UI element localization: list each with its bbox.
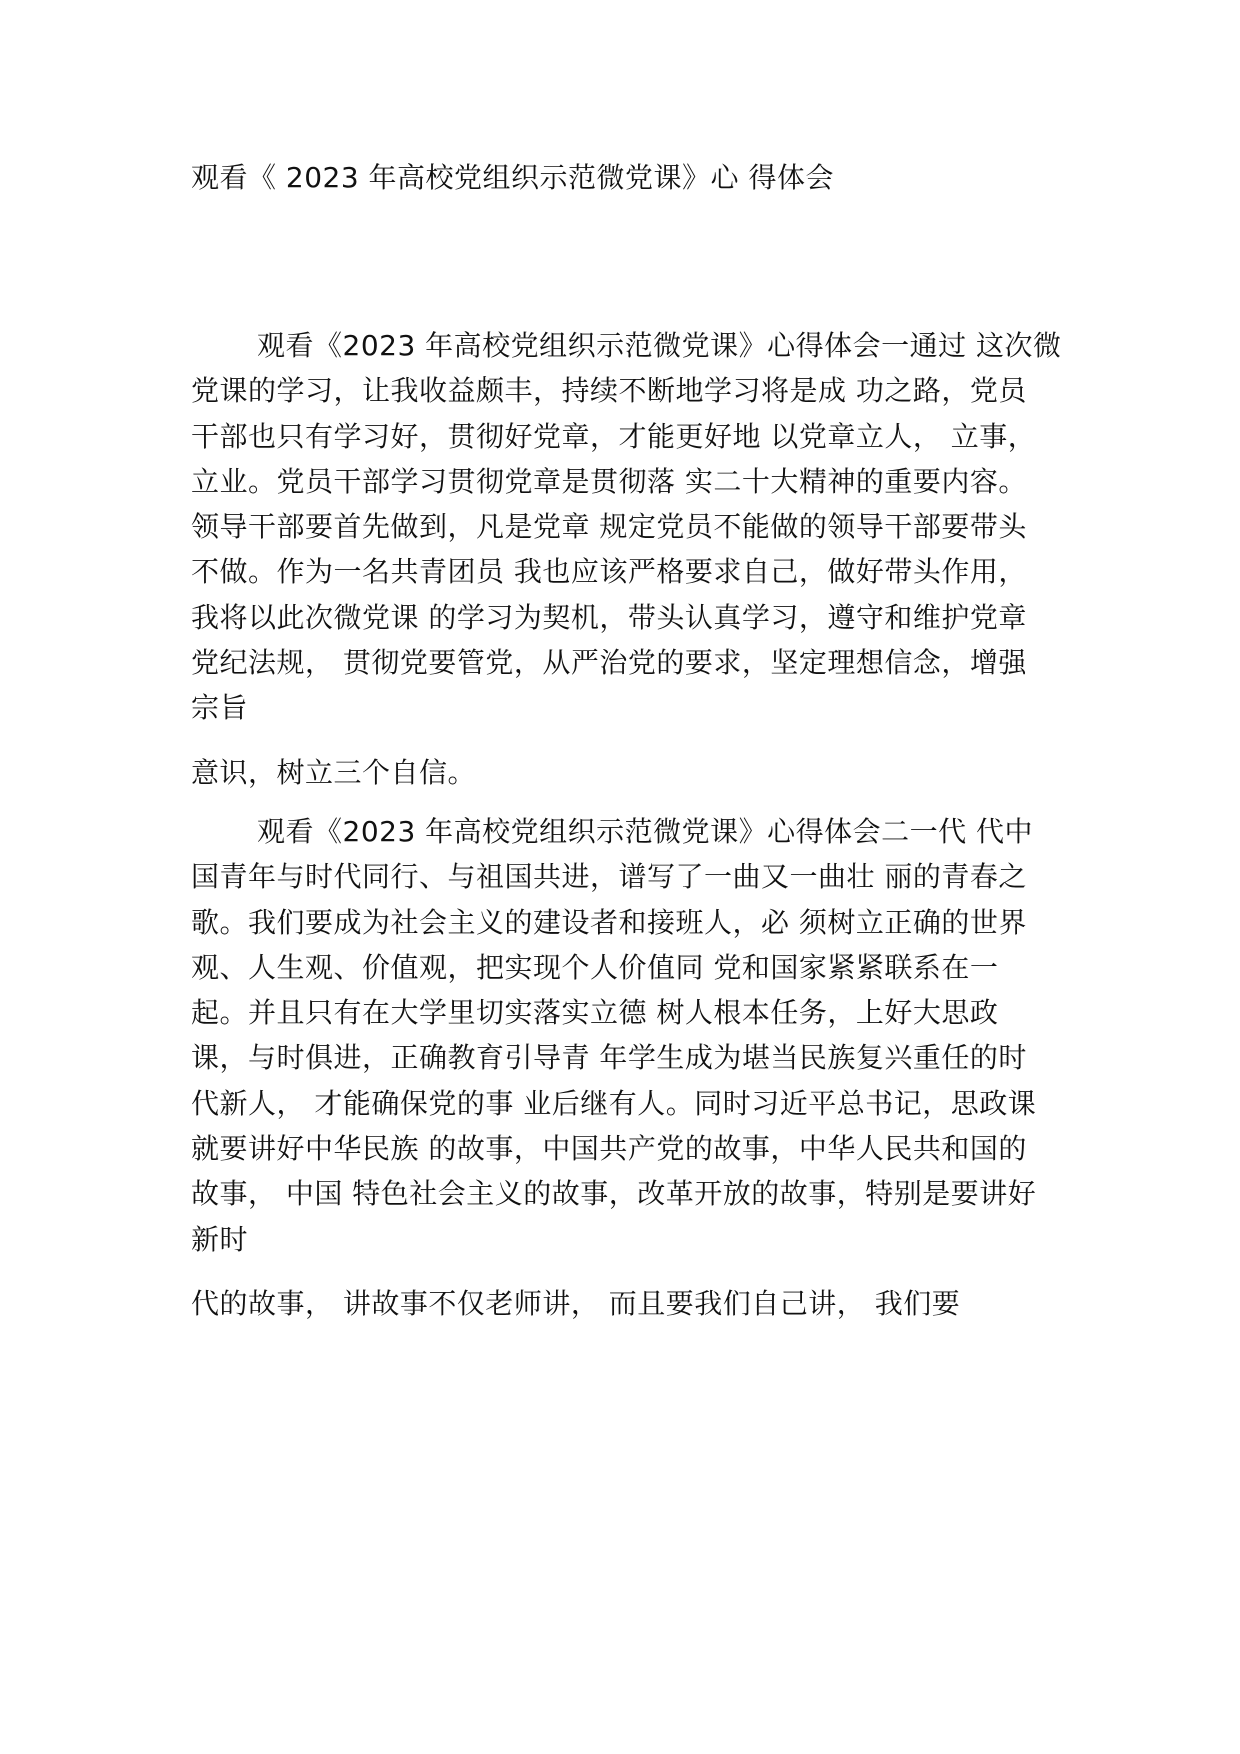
text-line: 就要讲好中华民族 的故事，中国共产党的故事，中华人民共和国的 [191, 1132, 1027, 1166]
text-line: 立业。党员干部学习贯彻党章是贯彻落 实二十大精神的重要内容。 [191, 464, 1027, 498]
paragraph-4 [191, 1281, 1071, 1326]
text-line: 歌。我们要成为社会主义的建设者和接班人，必 须树立正确的世界 [191, 905, 1027, 939]
paragraph-2 [191, 750, 1071, 795]
text-line: 干部也只有学习好，贯彻好党章，才能更好地 以党章立人， 立事， [191, 419, 1037, 453]
text-line: 观看《2023 年高校党组织示范微党课》心得体会一通过 这次微 [257, 329, 1062, 362]
text-line: 国青年与时代同行、与祖国共进，谱写了一曲又一曲壮 丽的青春之 [191, 860, 1027, 894]
text-line: 不做。作为一名共青团员 我也应该严格要求自己，做好带头作用， [191, 555, 1027, 589]
paragraph-3 [191, 809, 1071, 1262]
text-line: 观、人生观、价值观，把实现个人价值同 党和国家紧紧联系在一 [191, 950, 999, 984]
document-title: 观看《 2023 年高校党组织示范微党课》心 得体会 [191, 161, 834, 194]
text-line: 代的故事， 讲故事不仅老师讲， 而且要我们自己讲， 我们要 [191, 1287, 961, 1320]
text-line: 党纪法规， 贯彻党要管党，从严治党的要求，坚定理想信念，增强 [191, 646, 1027, 680]
text-line: 观看《2023 年高校党组织示范微党课》心得体会二一代 代中 [257, 815, 1034, 848]
paragraph-1 [191, 323, 1071, 731]
text-line: 意识，树立三个自信。 [191, 756, 477, 789]
text-line: 代新人， 才能确保党的事 业后继有人。同时习近平总书记，思政课 [191, 1086, 1037, 1120]
text-line: 新时 [191, 1222, 249, 1256]
text-line: 我将以此次微党课 的学习为契机，带头认真学习，遵守和维护党章 [191, 600, 1027, 634]
text-line: 党课的学习，让我收益颇丰，持续不断地学习将是成 功之路，党员 [191, 374, 1027, 408]
text-line: 领导干部要首先做到，凡是党章 规定党员不能做的领导干部要带头 [191, 510, 1027, 544]
text-line: 课，与时俱进，正确教育引导青 年学生成为堪当民族复兴重任的时 [191, 1041, 1027, 1075]
text-line: 故事， 中国 特色社会主义的故事，改革开放的故事，特别是要讲好 [191, 1177, 1037, 1211]
text-line: 宗旨 [191, 691, 249, 725]
text-line: 起。并且只有在大学里切实落实立德 树人根本任务，上好大思政 [191, 996, 999, 1030]
